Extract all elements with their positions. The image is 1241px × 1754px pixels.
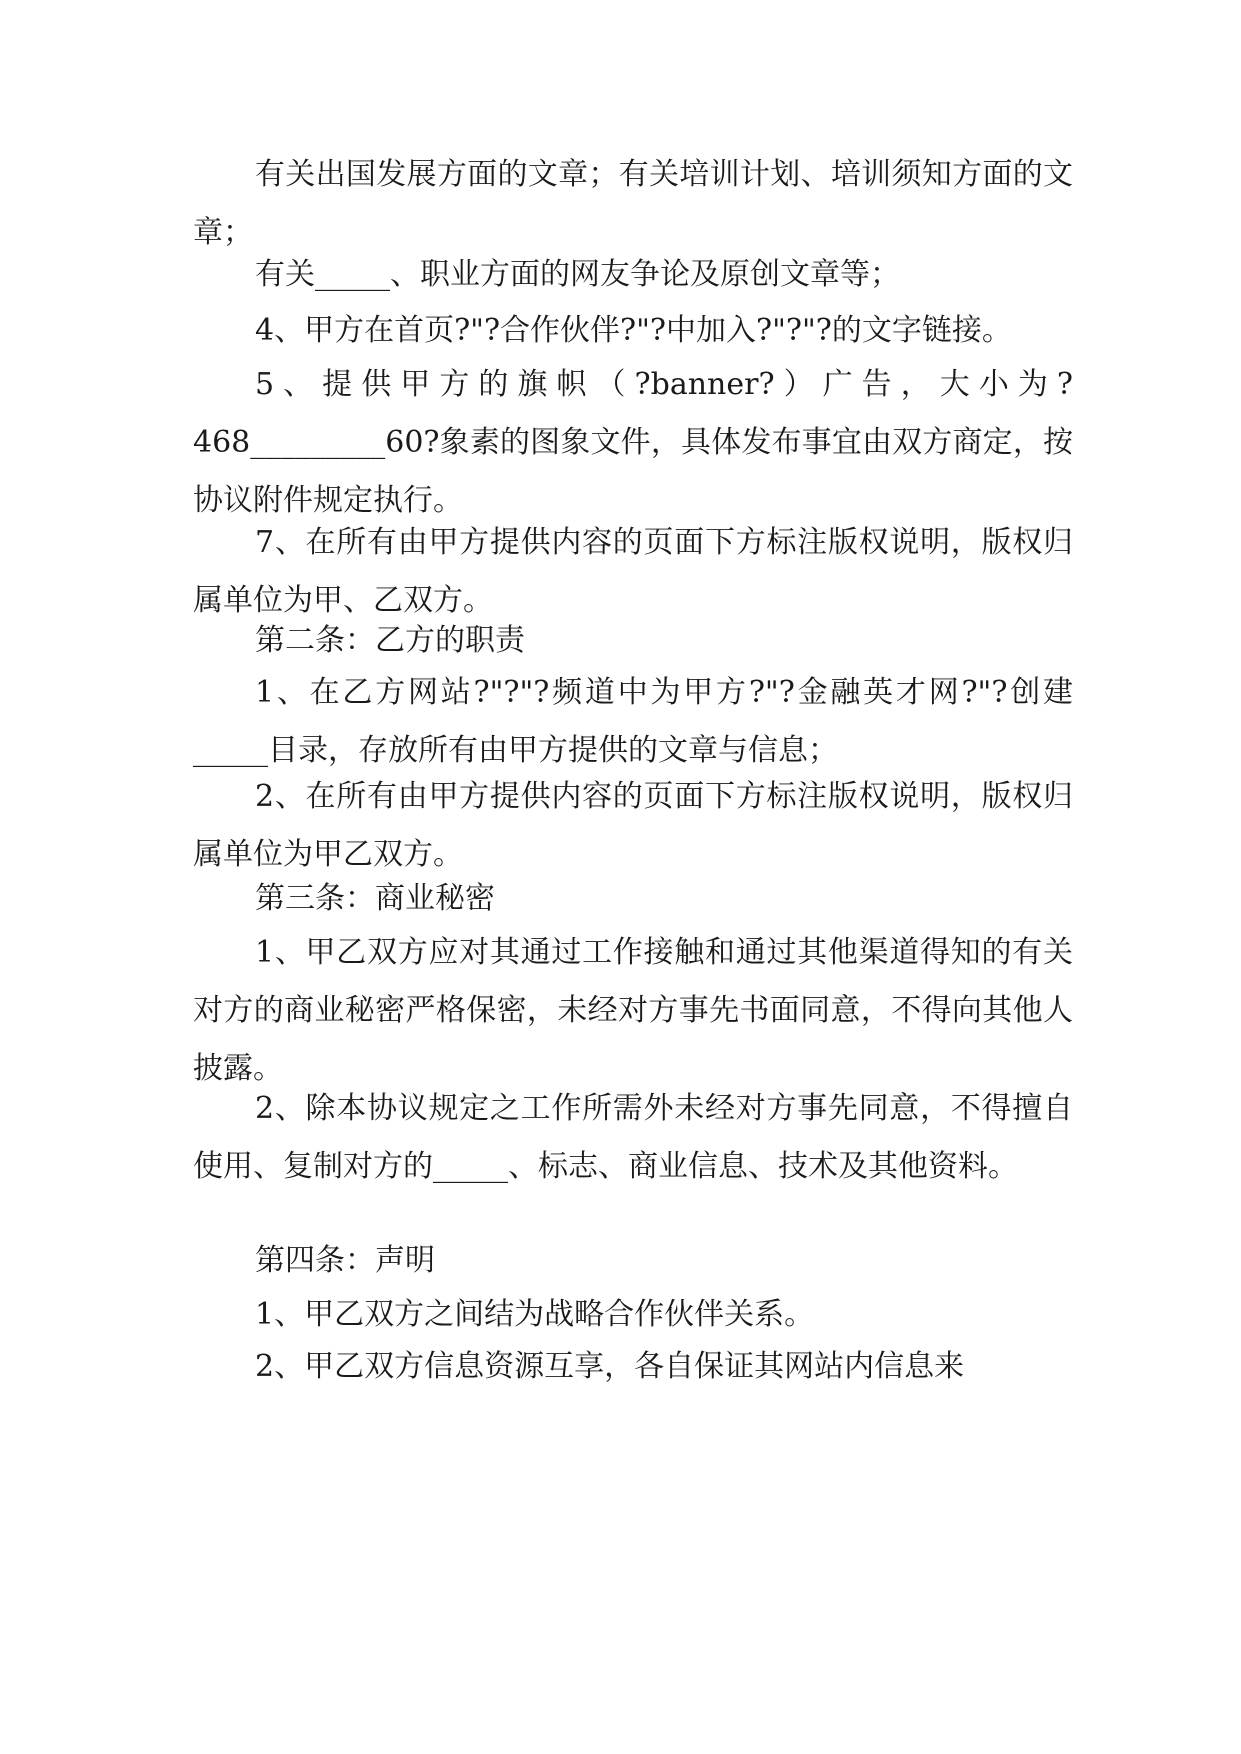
paragraph-article-4-item-1: 1、甲乙双方之间结为战略合作伙伴关系。 [255,1297,815,1332]
paragraph-overseas-training: 有关出国发展方面的文章；有关培训计划、培训须知方面的文章； [193,157,1073,250]
paragraph-article-4-item-2: 2、甲乙双方信息资源互享，各自保证其网站内信息来 [255,1349,965,1384]
section-heading-article-3: 第三条：商业秘密 [255,881,495,916]
paragraph-item-4-text-link: 4、甲方在首页?"?合作伙伴?"?中加入?"?"?的文字链接。 [255,313,1012,348]
paragraph-article-2-item-2: 2、在所有由甲方提供内容的页面下方标注版权说明，版权归属单位为甲乙双方。 [193,779,1073,872]
paragraph-item-7-copyright: 7、在所有由甲方提供内容的页面下方标注版权说明，版权归属单位为甲、乙双方。 [193,525,1073,618]
paragraph-item-5-banner: 5、提供甲方的旗帜（?banner?）广告，大小为?468_________60?象素的图象文件，具体发布事宜由双方商定，按协议附件规定执行。 [193,367,1073,518]
section-heading-article-2: 第二条：乙方的职责 [255,623,525,658]
paragraph-article-3-item-2: 2、除本协议规定之工作所需外未经对方事先同意，不得擅自使用、复制对方的_____、标志、商业信息、技术及其他资料。 [193,1091,1073,1184]
paragraph-article-2-item-1: 1、在乙方网站?"?"?频道中为甲方?"?金融英才网?"?创建_____目录，存放所有由甲方提供的文章与信息； [193,675,1073,768]
paragraph-article-3-item-1: 1、甲乙双方应对其通过工作接触和通过其他渠道得知的有关对方的商业秘密严格保密，未经对方事先书面同意，不得向其他人披露。 [193,935,1073,1086]
paragraph-career-articles: 有关_____、职业方面的网友争论及原创文章等； [255,257,900,292]
section-heading-article-4: 第四条：声明 [255,1243,435,1278]
